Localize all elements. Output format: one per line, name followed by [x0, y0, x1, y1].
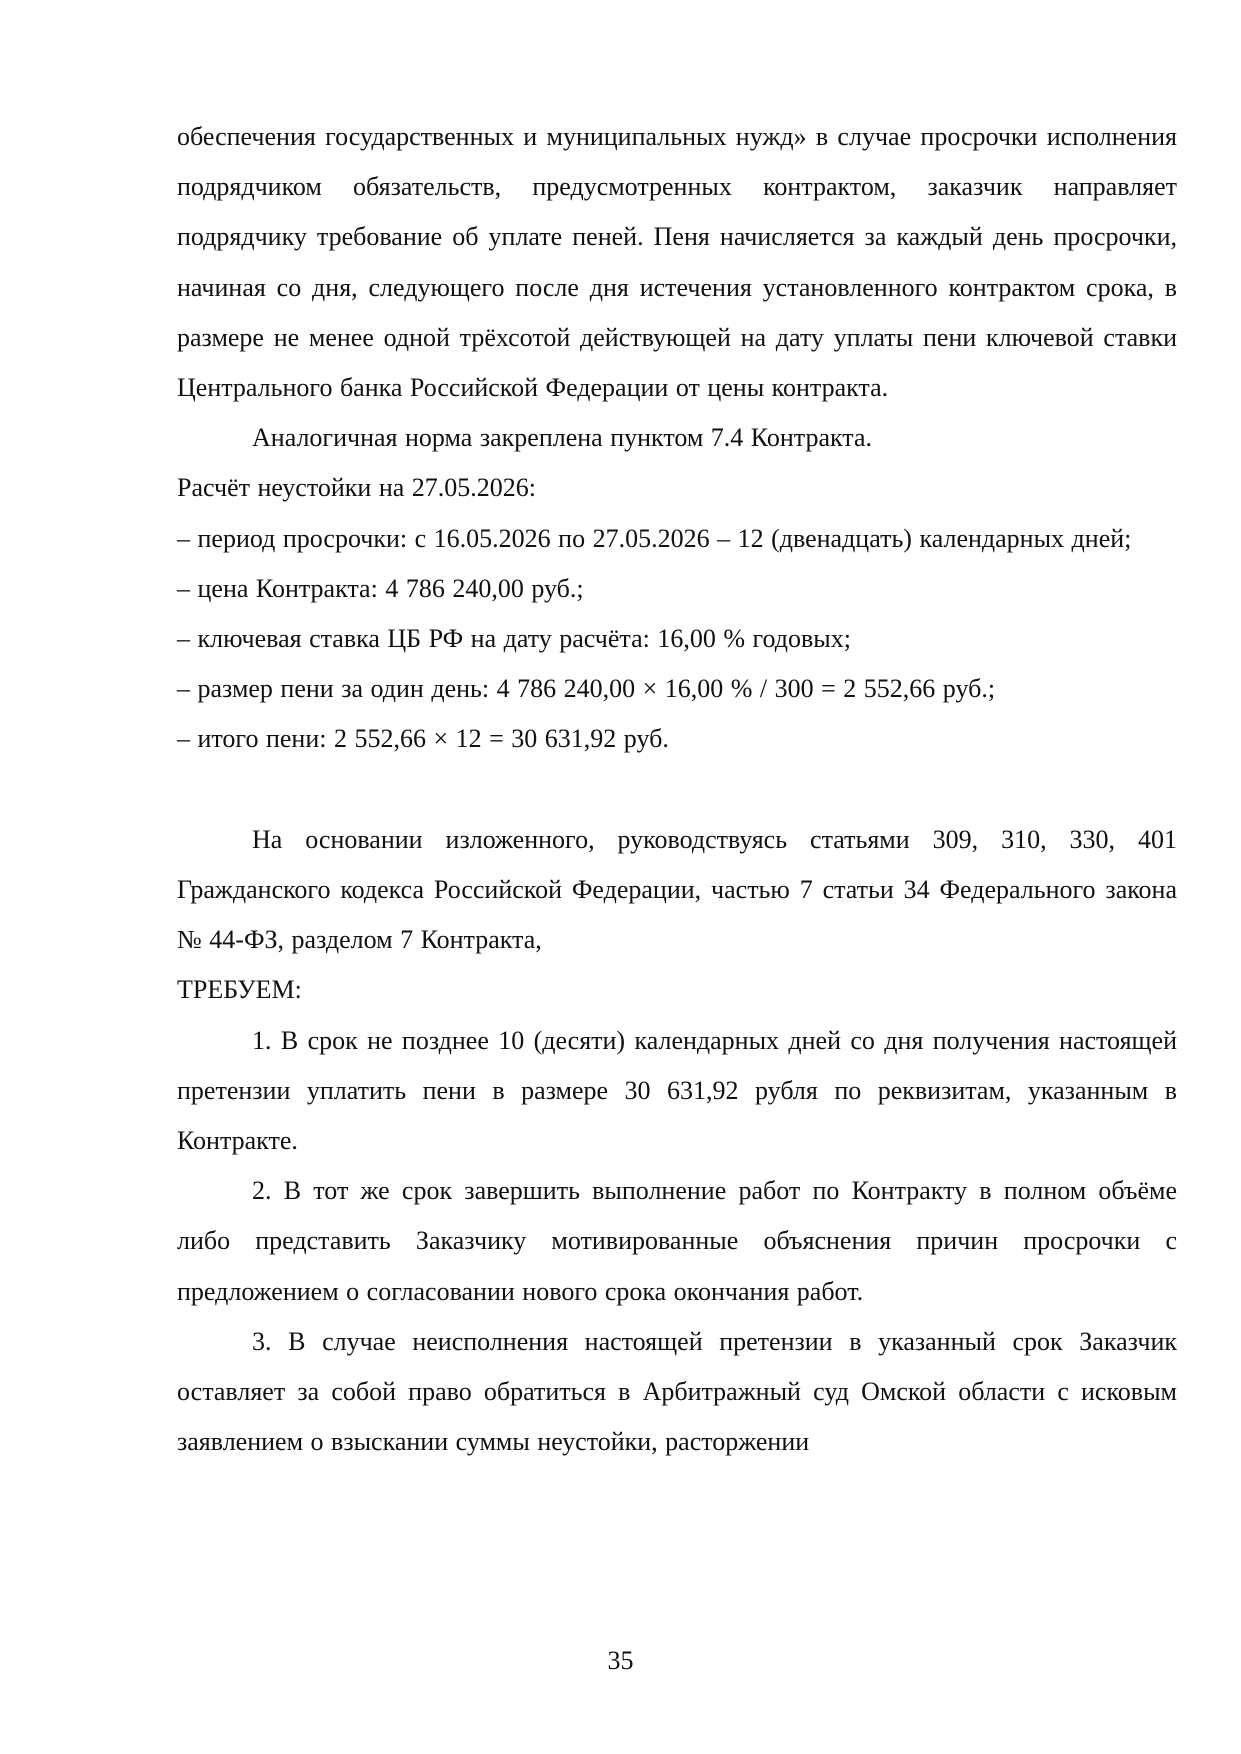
document-page	[177, 112, 1177, 1467]
calc-item-contract-price: – цена Контракта: 4 786 240,00 руб.;	[177, 573, 584, 603]
calculation-heading: Расчёт неустойки на 27.05.2026:	[177, 473, 537, 503]
demand-item-1: 1. В срок не позднее 10 (десяти) календарных дней со дня получения настоящей претензии уплатить пени в размере 30 631,92 рубля по реквизитам, указанным в Контракте.	[177, 1025, 1177, 1156]
calc-item-daily-penalty: – размер пени за один день: 4 786 240,00 × 16,00 % / 300 = 2 552,66 руб.;	[177, 674, 996, 704]
calc-item-period: – период просрочки: с 16.05.2026 по 27.05.2026 – 12 (двенадцать) календарных дней;	[177, 523, 1132, 553]
paragraph-analogous-norm: Аналогичная норма закреплена пунктом 7.4 Контракта.	[252, 423, 872, 453]
demand-item-2: 2. В тот же срок завершить выполнение работ по Контракту в полном объёме либо представить Заказчику мотивированные объяснения причин просрочки с предложением о согласовании нового срока окончания работ.	[177, 1176, 1177, 1306]
calc-item-total-penalty: – итого пени: 2 552,66 × 12 = 30 631,92 руб.	[177, 724, 669, 754]
paragraph-penalty-rule: обеспечения государственных и муниципальных нужд» в случае просрочки исполнения подрядчиком обязательств, предусмотренных контрактом, заказчик направляет подрядчику требование об уплате пеней. Пеня начисляется за каждый день просрочки, начиная со дня, следующего после дня истечения установленного контрактом срока, в размере не менее одной трёхсотой действующей на дату уплаты пени ключевой ставки Центрального банка Российской Федерации от цены контракта.	[177, 122, 1177, 403]
demand-heading: ТРЕБУЕМ:	[177, 975, 302, 1005]
demand-item-3: 3. В случае неисполнения настоящей претензии в указанный срок Заказчик оставляет за собой право обратиться в Арбитражный суд Омской области с исковым заявлением о взыскании суммы неустойки, расторжении	[177, 1326, 1177, 1457]
calc-item-key-rate: – ключевая ставка ЦБ РФ на дату расчёта: 16,00 % годовых;	[177, 624, 851, 654]
blank-line	[177, 765, 1177, 815]
page-number: 35	[607, 1646, 634, 1675]
paragraph-legal-basis: На основании изложенного, руководствуясь статьями 309, 310, 330, 401 Гражданского кодекса Российской Федерации, частью 7 статьи 34 Федерального закона № 44-ФЗ, разделом 7 Контракта,	[177, 824, 1177, 955]
